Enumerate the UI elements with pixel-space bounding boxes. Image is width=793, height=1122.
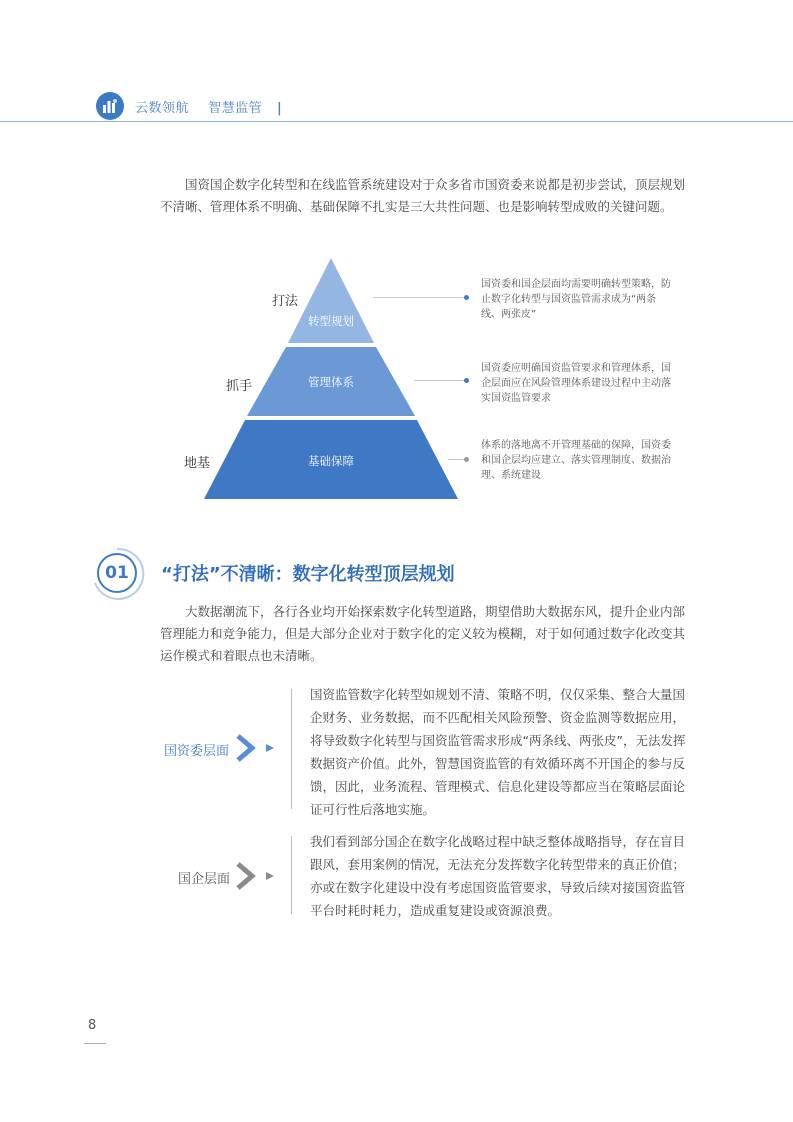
pyramid-connector-dot-2 (464, 378, 469, 383)
header-divider (0, 121, 793, 122)
pyramid-side-label-2: 抓手 (226, 379, 253, 394)
pyramid-connector-1 (373, 297, 466, 298)
page-number-underline (84, 1043, 106, 1044)
block-text-soe: 我们看到部分国企在数字化战略过程中缺乏整体战略指导，存在盲目跟风，套用案例的情况，无法充分发挥数字化转型带来的真正价值；亦或在数字化建设中没有考虑国资监管要求，导致后续对接国资监管平台时耗时耗力，造成重复建设或资源浪费。 (310, 834, 686, 918)
block-divider-1 (291, 689, 292, 809)
header-slogan: 智慧监管 (208, 101, 263, 116)
header-title (135, 97, 282, 116)
brand-logo-icon (96, 92, 124, 120)
pyramid-desc-1: 国资委和国企层面均需要明确转型策略，防止数字化转型与国资监管需求成为“两条线、两张皮” (481, 279, 671, 320)
pyramid-connector-2 (414, 380, 466, 381)
block-text-sasac: 国资监管数字化转型如规划不清、策略不明，仅仅采集、整合大量国企财务、业务数据，而不匹配相关风险预警、资金监测等数据应用，将导致数字化转型与国资监管需求形成“两条线、两张皮”，无法发挥数据资产价值。此外，智慧国资监管的有效循环离不开国企的参与反馈，因此，业务流程、管理模式、信息化建设等都应当在策略层面论证可行性后落地实施。 (310, 687, 686, 817)
header-separator: | (276, 101, 283, 116)
page-number: 8 (88, 1018, 97, 1033)
section-number: 01 (105, 563, 129, 583)
pyramid-side-label-3: 地基 (184, 456, 211, 471)
pyramid-connector-dot-1 (464, 295, 469, 300)
pyramid-band-label-1: 转型规划 (308, 314, 354, 328)
intro-paragraph (160, 174, 690, 218)
header-brand: 云数领航 (135, 101, 190, 116)
section-intro-paragraph (160, 601, 690, 667)
intro-text: 国资国企数字化转型和在线监管系统建设对于众多省市国资委来说都是初步尝试，顶层规划不清晰、管理体系不明确、基础保障不扎实是三大共性问题、也是影响转型成败的关键问题。 (160, 177, 686, 214)
pyramid-side-label-1: 打法 (272, 294, 299, 309)
pyramid-connector-dot-3 (464, 457, 469, 462)
section-intro-text: 大数据潮流下，各行各业均开始探索数字化转型道路，期望借助大数据东风，提升企业内部管理能力和竞争能力，但是大部分企业对于数字化的定义较为模糊，对于如何通过数字化改变其运作模式和着眼点也未清晰。 (160, 604, 686, 663)
section-number-badge (97, 553, 137, 593)
chevron-right-icon (232, 860, 280, 892)
pyramid-band-label-2: 管理体系 (308, 375, 354, 389)
pyramid-band-label-3: 基础保障 (308, 454, 354, 468)
pyramid-desc-2: 国资委应明确国资监管要求和管理体系，国企层面应在风险管理体系建设过程中主动落实国资监管要求 (481, 363, 671, 404)
pyramid-desc-3: 体系的落地离不开管理基础的保障，国资委和国企层均应建立、落实管理制度、数据治理、系统建设 (481, 440, 671, 481)
block-divider-2 (291, 836, 292, 914)
pyramid-level-top (288, 258, 374, 343)
chevron-right-icon (232, 732, 280, 764)
block-label-sasac: 国资委层面 (164, 744, 230, 759)
section-title: “打法”不清晰：数字化转型顶层规划 (161, 564, 455, 585)
block-label-soe: 国企层面 (178, 872, 231, 887)
